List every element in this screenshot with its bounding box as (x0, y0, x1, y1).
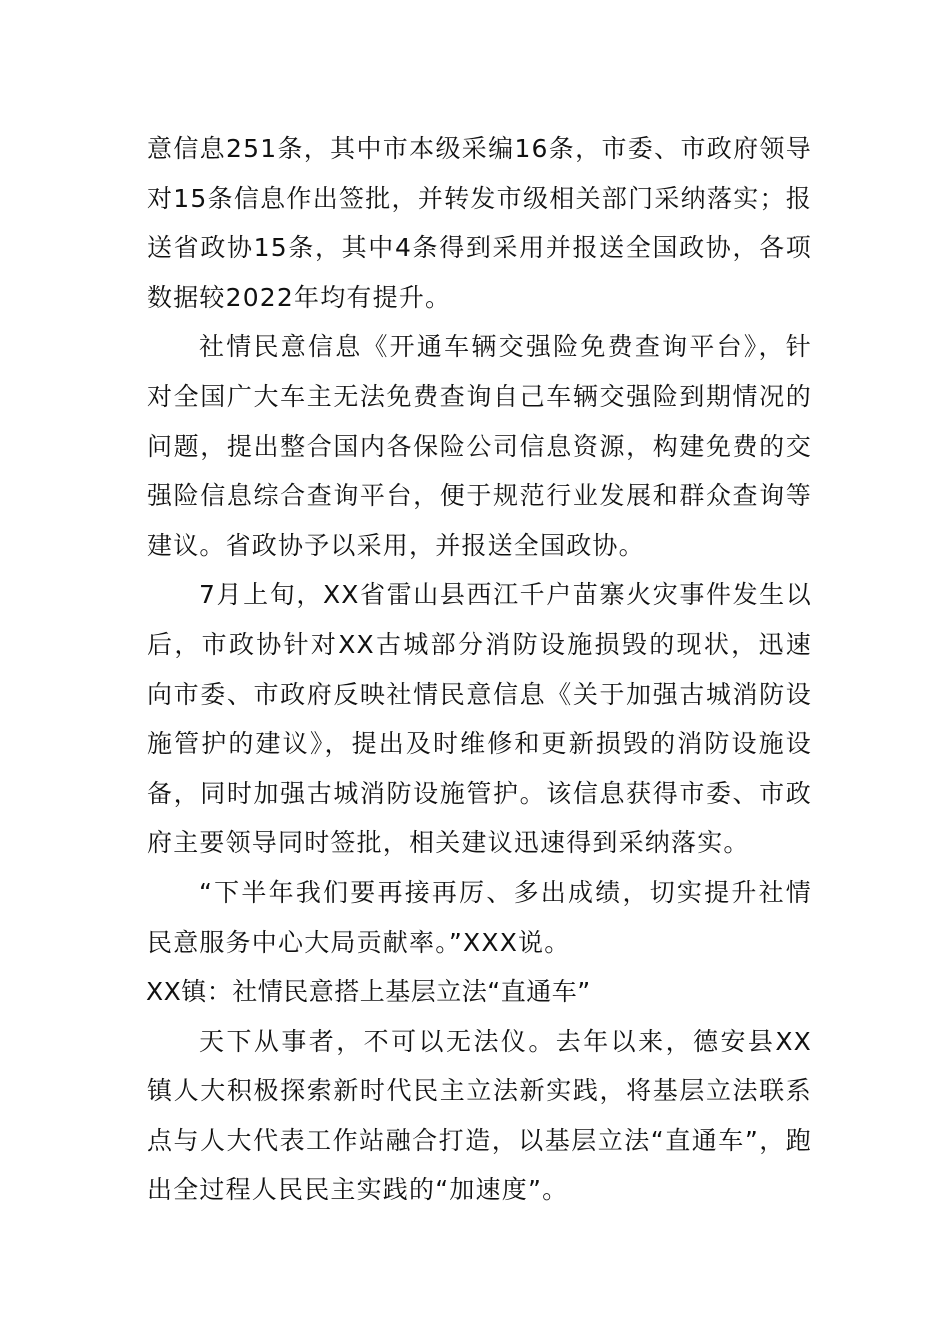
paragraph-info-statistics: 意信息251条，其中市本级采编16条，市委、市政府领导对15条信息作出签批，并转发市级相关部门采纳落实；报送省政协15条，其中4条得到采用并报送全国政协，各项数据较2022年均有提升。 (147, 134, 812, 312)
paragraph-insurance-platform: 社情民意信息《开通车辆交强险免费查询平台》，针对全国广大车主无法免费查询自己车辆交强险到期情况的问题，提出整合国内各保险公司信息资源，构建免费的交强险信息综合查询平台，便于规范行业发展和群众查询等建议。省政协予以采用，并报送全国政协。 (147, 332, 812, 560)
section-heading: XX镇：社情民意搭上基层立法“直通车” (146, 977, 591, 1007)
paragraph-fire-safety: 7月上旬，XX省雷山县西江千户苗寨火灾事件发生以后，市政协针对XX古城部分消防设施损毁的现状，迅速向市委、市政府反映社情民意信息《关于加强古城消防设施管护的建议》，提出及时维修和更新损毁的消防设施设备，同时加强古城消防设施管护。该信息获得市委、市政府主要领导同时签批，相关建议迅速得到采纳落实。 (147, 580, 812, 858)
paragraph-legislation: 天下从事者，不可以无法仪。去年以来，德安县XX镇人大积极探索新时代民主立法新实践，将基层立法联系点与人大代表工作站融合打造，以基层立法“直通车”，跑出全过程人民民主实践的“加速度”。 (147, 1026, 812, 1205)
document-body (147, 124, 812, 1215)
paragraph-quote: “下半年我们要再接再厉、多出成绩，切实提升社情民意服务中心大局贡献率。”XXX说。 (147, 877, 812, 957)
